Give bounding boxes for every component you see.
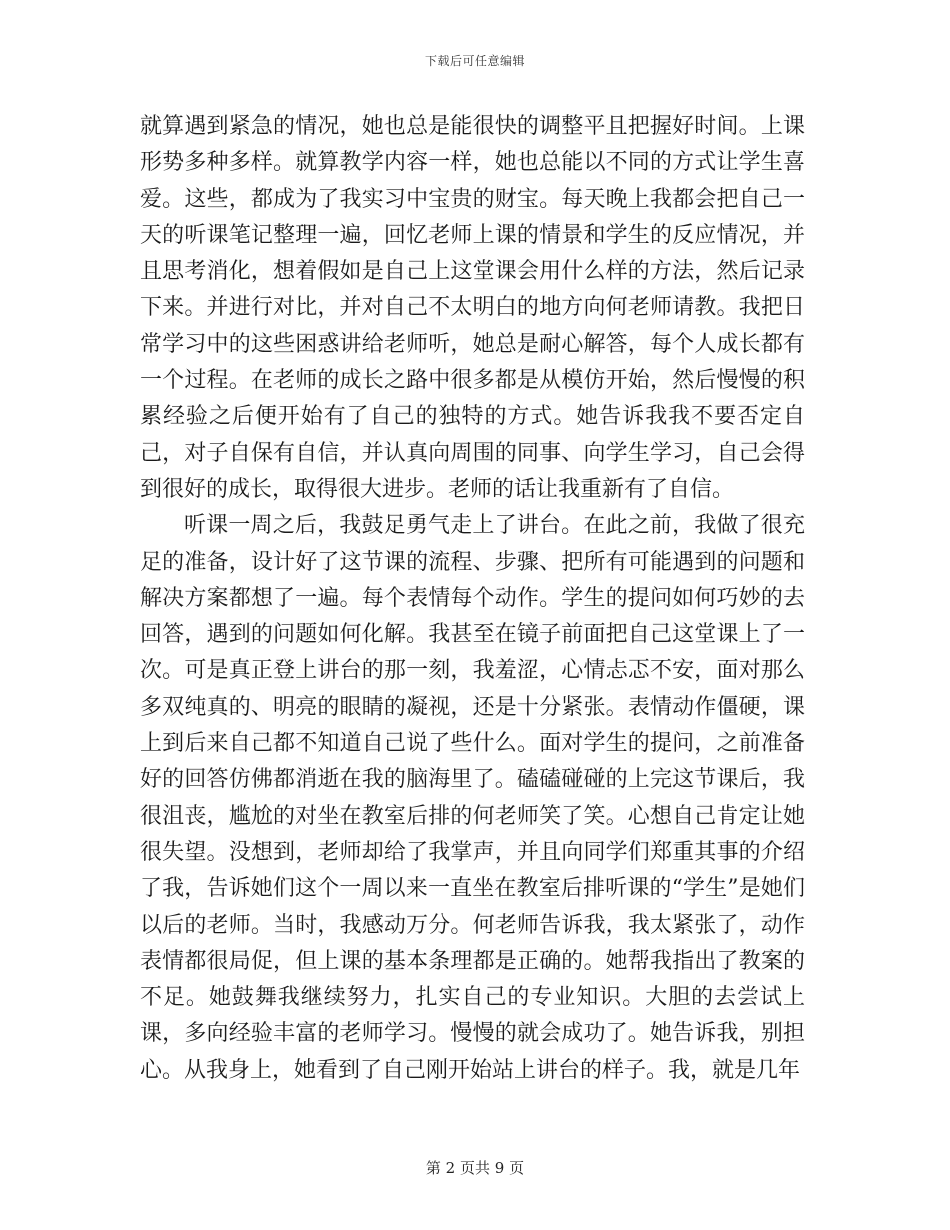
page-number: 第 2 页共 9 页 — [425, 1159, 525, 1177]
page-header: 下载后可任意编辑 — [424, 54, 525, 68]
paragraph-2: 听课一周之后，我鼓足勇气走上了讲台。在此之前，我做了很充足的准备，设计好了这节课的流程、步骤、把所有可能遇到的问题和解决方案都想了一遍。每个表情每个动作。学生的提问如何巧妙的去回答，遇到的问题如何化解。我甚至在镜子前面把自己这堂课上了一次。可是真正登上讲台的那一刻，我羞涩，心情忐忑不安，面对那么多双纯真的、明亮的眼睛的凝视，还是十分紧张。表情动作僵硬，课上到后来自己都不知道自己说了些什么。面对学生的提问，之前准备好的回答仿佛都消逝在我的脑海里了。磕磕碰碰的上完这节课后，我很沮丧，尴尬的对坐在教室后排的何老师笑了笑。心想自己肯定让她很失望。没想到，老师却给了我掌声，并且向同学们郑重其事的介绍了我，告诉她们这个一周以来一直坐在教室后排听课的“学生”是她们以后的老师。当时，我感动万分。何老师告诉我，我太紧张了，动作表情都很局促，但上课的基本条理都是正确的。她帮我指出了教案的不足。她鼓舞我继续努力，扎实自己的专业知识。大胆的去尝试上课，多向经验丰富的老师学习。慢慢的就会成功了。她告诉我，别担心。从我身上，她看到了自己刚开始站上讲台的样子。我，就是几年 — [140, 513, 805, 1083]
document-body — [140, 109, 805, 1089]
paragraph-1: 就算遇到紧急的情况，她也总是能很快的调整平且把握好时间。上课形势多种多样。就算教学内容一样，她也总能以不同的方式让学生喜爱。这些，都成为了我实习中宝贵的财宝。每天晚上我都会把自己一天的听课笔记整理一遍，回忆老师上课的情景和学生的反应情况，并且思考消化，想着假如是自己上这堂课会用什么样的方法，然后记录下来。并进行对比，并对自己不太明白的地方向何老师请教。我把日常学习中的这些困惑讲给老师听，她总是耐心解答，每个人成长都有一个过程。在老师的成长之路中很多都是从模仿开始，然后慢慢的积累经验之后便开始有了自己的独特的方式。她告诉我我不要否定自己，对子自保有自信，并认真向周围的同事、向学生学习，自己会得到很好的成长，取得很大进步。老师的话让我重新有了自信。 — [140, 114, 805, 502]
